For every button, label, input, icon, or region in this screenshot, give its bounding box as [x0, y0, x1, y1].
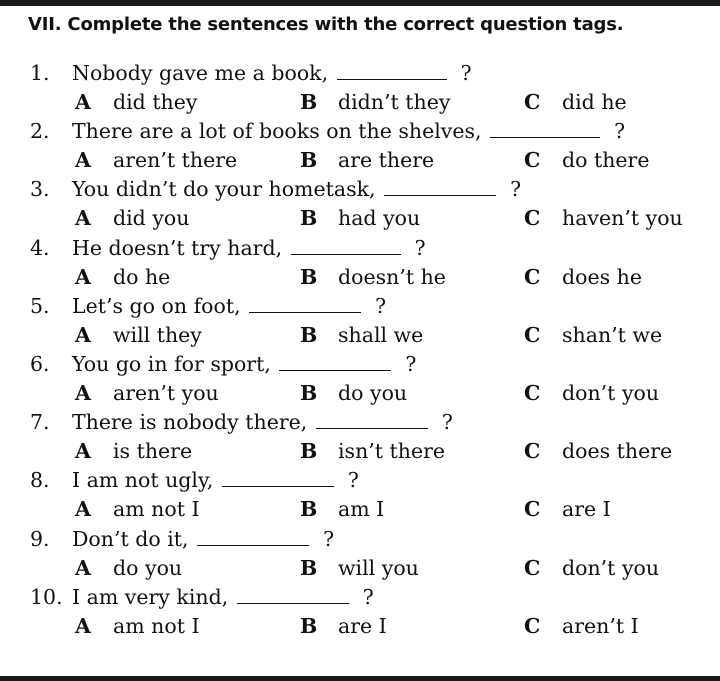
question-stem: There is nobody there, [72, 410, 308, 435]
option-text: shan’t we [562, 322, 663, 347]
option-text: do there [562, 148, 650, 173]
option-c[interactable] [524, 554, 659, 583]
option-letter: B [300, 381, 318, 405]
option-b[interactable] [300, 321, 423, 350]
option-letter: A [75, 322, 91, 347]
answer-blank[interactable] [237, 585, 349, 604]
option-letter: B [300, 497, 318, 522]
question-number: 3. [30, 177, 50, 202]
option-letter: A [75, 613, 91, 638]
option-a[interactable] [75, 204, 189, 233]
option-b[interactable] [300, 554, 419, 583]
options-row [0, 554, 720, 583]
option-letter: C [524, 555, 541, 580]
question-number: 1. [30, 61, 50, 85]
answer-blank[interactable] [291, 236, 401, 255]
option-text: are I [562, 497, 611, 522]
options-row [0, 263, 720, 292]
option-a[interactable] [75, 146, 237, 175]
option-letter: A [75, 148, 91, 173]
question-mark: ? [375, 293, 387, 318]
option-letter: A [75, 439, 91, 464]
question-text [72, 292, 386, 321]
question-mark: ? [510, 177, 522, 202]
option-letter: A [75, 206, 91, 231]
question-text [72, 525, 334, 554]
question-stem: There are a lot of books on the shelves, [72, 119, 482, 144]
exercise-heading: VII. Complete the sentences with the correct question tags. [28, 14, 624, 35]
answer-blank[interactable] [222, 468, 334, 487]
question-text [72, 59, 472, 88]
option-letter: C [524, 497, 541, 522]
option-letter: B [300, 90, 318, 114]
question-number: 7. [30, 410, 50, 435]
question-row [0, 583, 720, 612]
option-text: do you [338, 381, 408, 405]
option-letter: B [300, 206, 318, 231]
option-letter: A [75, 381, 91, 405]
question-mark: ? [362, 584, 374, 609]
question-mark: ? [414, 235, 426, 260]
option-letter: A [75, 90, 91, 114]
question-stem: I am not ugly, [72, 468, 214, 493]
option-letter: C [524, 613, 541, 638]
answer-blank[interactable] [279, 352, 391, 371]
option-a[interactable] [75, 495, 200, 524]
question-mark: ? [323, 526, 335, 551]
question-row [0, 292, 720, 321]
option-text: did they [113, 90, 198, 114]
question-stem: You go in for sport, [72, 352, 271, 376]
question-text [72, 408, 453, 437]
question-number: 8. [30, 468, 50, 493]
question-row [0, 408, 720, 437]
option-text: are I [338, 613, 387, 638]
option-b[interactable] [300, 88, 450, 117]
option-text: am I [338, 497, 385, 522]
question-row [0, 117, 720, 146]
option-b[interactable] [300, 204, 420, 233]
options-row [0, 146, 720, 175]
option-letter: C [524, 206, 541, 231]
question-text [72, 583, 374, 612]
question-stem: Let’s go on foot, [72, 293, 241, 318]
option-text: had you [338, 206, 421, 231]
option-text: am not I [113, 613, 200, 638]
options-row [0, 321, 720, 350]
option-text: don’t you [562, 555, 660, 580]
options-row [0, 437, 720, 466]
option-text: don’t you [562, 381, 660, 405]
option-text: didn’t they [338, 90, 451, 114]
option-letter: A [75, 264, 91, 289]
question-stem: I am very kind, [72, 584, 229, 609]
option-letter: C [524, 381, 541, 405]
option-a[interactable] [75, 263, 170, 292]
option-b[interactable] [300, 437, 445, 466]
question-mark: ? [441, 410, 453, 435]
option-b[interactable] [300, 146, 434, 175]
option-letter: C [524, 322, 541, 347]
option-text: does he [562, 264, 642, 289]
option-text: does there [562, 439, 673, 464]
option-a[interactable] [75, 321, 202, 350]
answer-blank[interactable] [337, 61, 447, 80]
question-stem: Don’t do it, [72, 526, 189, 551]
options-row [0, 379, 720, 408]
question-number: 4. [30, 235, 50, 260]
option-text: doesn’t he [338, 264, 446, 289]
option-c[interactable] [524, 437, 672, 466]
option-letter: B [300, 439, 318, 464]
question-number: 9. [30, 526, 50, 551]
bottom-rule [0, 676, 720, 681]
option-letter: C [524, 90, 541, 114]
question-mark: ? [347, 468, 359, 493]
option-text: am not I [113, 497, 200, 522]
option-a[interactable] [75, 612, 200, 641]
option-text: haven’t you [562, 206, 683, 231]
question-text [72, 350, 416, 379]
option-text: will they [113, 322, 202, 347]
option-text: aren’t there [113, 148, 238, 173]
question-mark: ? [460, 61, 472, 85]
question-text [72, 234, 426, 263]
option-text: shall we [338, 322, 424, 347]
question-number: 2. [30, 119, 50, 144]
option-a[interactable] [75, 554, 182, 583]
question-row [0, 59, 720, 88]
option-text: is there [113, 439, 193, 464]
option-letter: B [300, 322, 318, 347]
question-row [0, 350, 720, 379]
option-a[interactable] [75, 437, 192, 466]
question-text [72, 117, 625, 146]
question-row [0, 175, 720, 204]
question-mark: ? [614, 119, 626, 144]
option-letter: B [300, 264, 318, 289]
question-number: 6. [30, 352, 50, 376]
question-number: 5. [30, 293, 50, 318]
option-c[interactable] [524, 263, 642, 292]
answer-blank[interactable] [316, 410, 428, 429]
option-letter: B [300, 555, 318, 580]
option-a[interactable] [75, 88, 197, 117]
option-b[interactable] [300, 612, 387, 641]
option-c[interactable] [524, 612, 639, 641]
answer-blank[interactable] [197, 527, 309, 546]
question-stem: He doesn’t try hard, [72, 235, 283, 260]
option-text: will you [338, 555, 419, 580]
option-letter: B [300, 613, 318, 638]
option-letter: A [75, 497, 91, 522]
option-letter: A [75, 555, 91, 580]
top-rule [0, 0, 720, 6]
question-mark: ? [405, 352, 417, 376]
options-row [0, 204, 720, 233]
options-row [0, 88, 720, 117]
option-letter: B [300, 148, 318, 173]
option-letter: C [524, 148, 541, 173]
option-text: did you [113, 206, 190, 231]
options-row [0, 495, 720, 524]
option-c[interactable] [524, 495, 611, 524]
option-b[interactable] [300, 495, 384, 524]
option-c[interactable] [524, 204, 683, 233]
option-letter: C [524, 264, 541, 289]
option-c[interactable] [524, 88, 627, 117]
options-row [0, 612, 720, 641]
option-b[interactable] [300, 379, 407, 408]
answer-blank[interactable] [384, 177, 496, 196]
option-text: do you [113, 555, 183, 580]
question-row [0, 234, 720, 263]
option-text: are there [338, 148, 435, 173]
answer-blank[interactable] [249, 294, 361, 313]
question-row [0, 466, 720, 495]
option-text: isn’t there [338, 439, 446, 464]
question-stem: Nobody gave me a book, [72, 61, 329, 85]
option-text: do he [113, 264, 171, 289]
question-row [0, 525, 720, 554]
option-c[interactable] [524, 379, 659, 408]
option-c[interactable] [524, 321, 662, 350]
option-text: did he [562, 90, 627, 114]
option-text: aren’t I [562, 613, 639, 638]
option-letter: C [524, 439, 541, 464]
answer-blank[interactable] [490, 119, 600, 138]
option-a[interactable] [75, 379, 219, 408]
option-c[interactable] [524, 146, 650, 175]
question-text [72, 466, 359, 495]
option-text: aren’t you [113, 381, 219, 405]
question-text [72, 175, 521, 204]
option-b[interactable] [300, 263, 446, 292]
question-number: 10. [30, 584, 63, 609]
question-stem: You didn’t do your hometask, [72, 177, 376, 202]
